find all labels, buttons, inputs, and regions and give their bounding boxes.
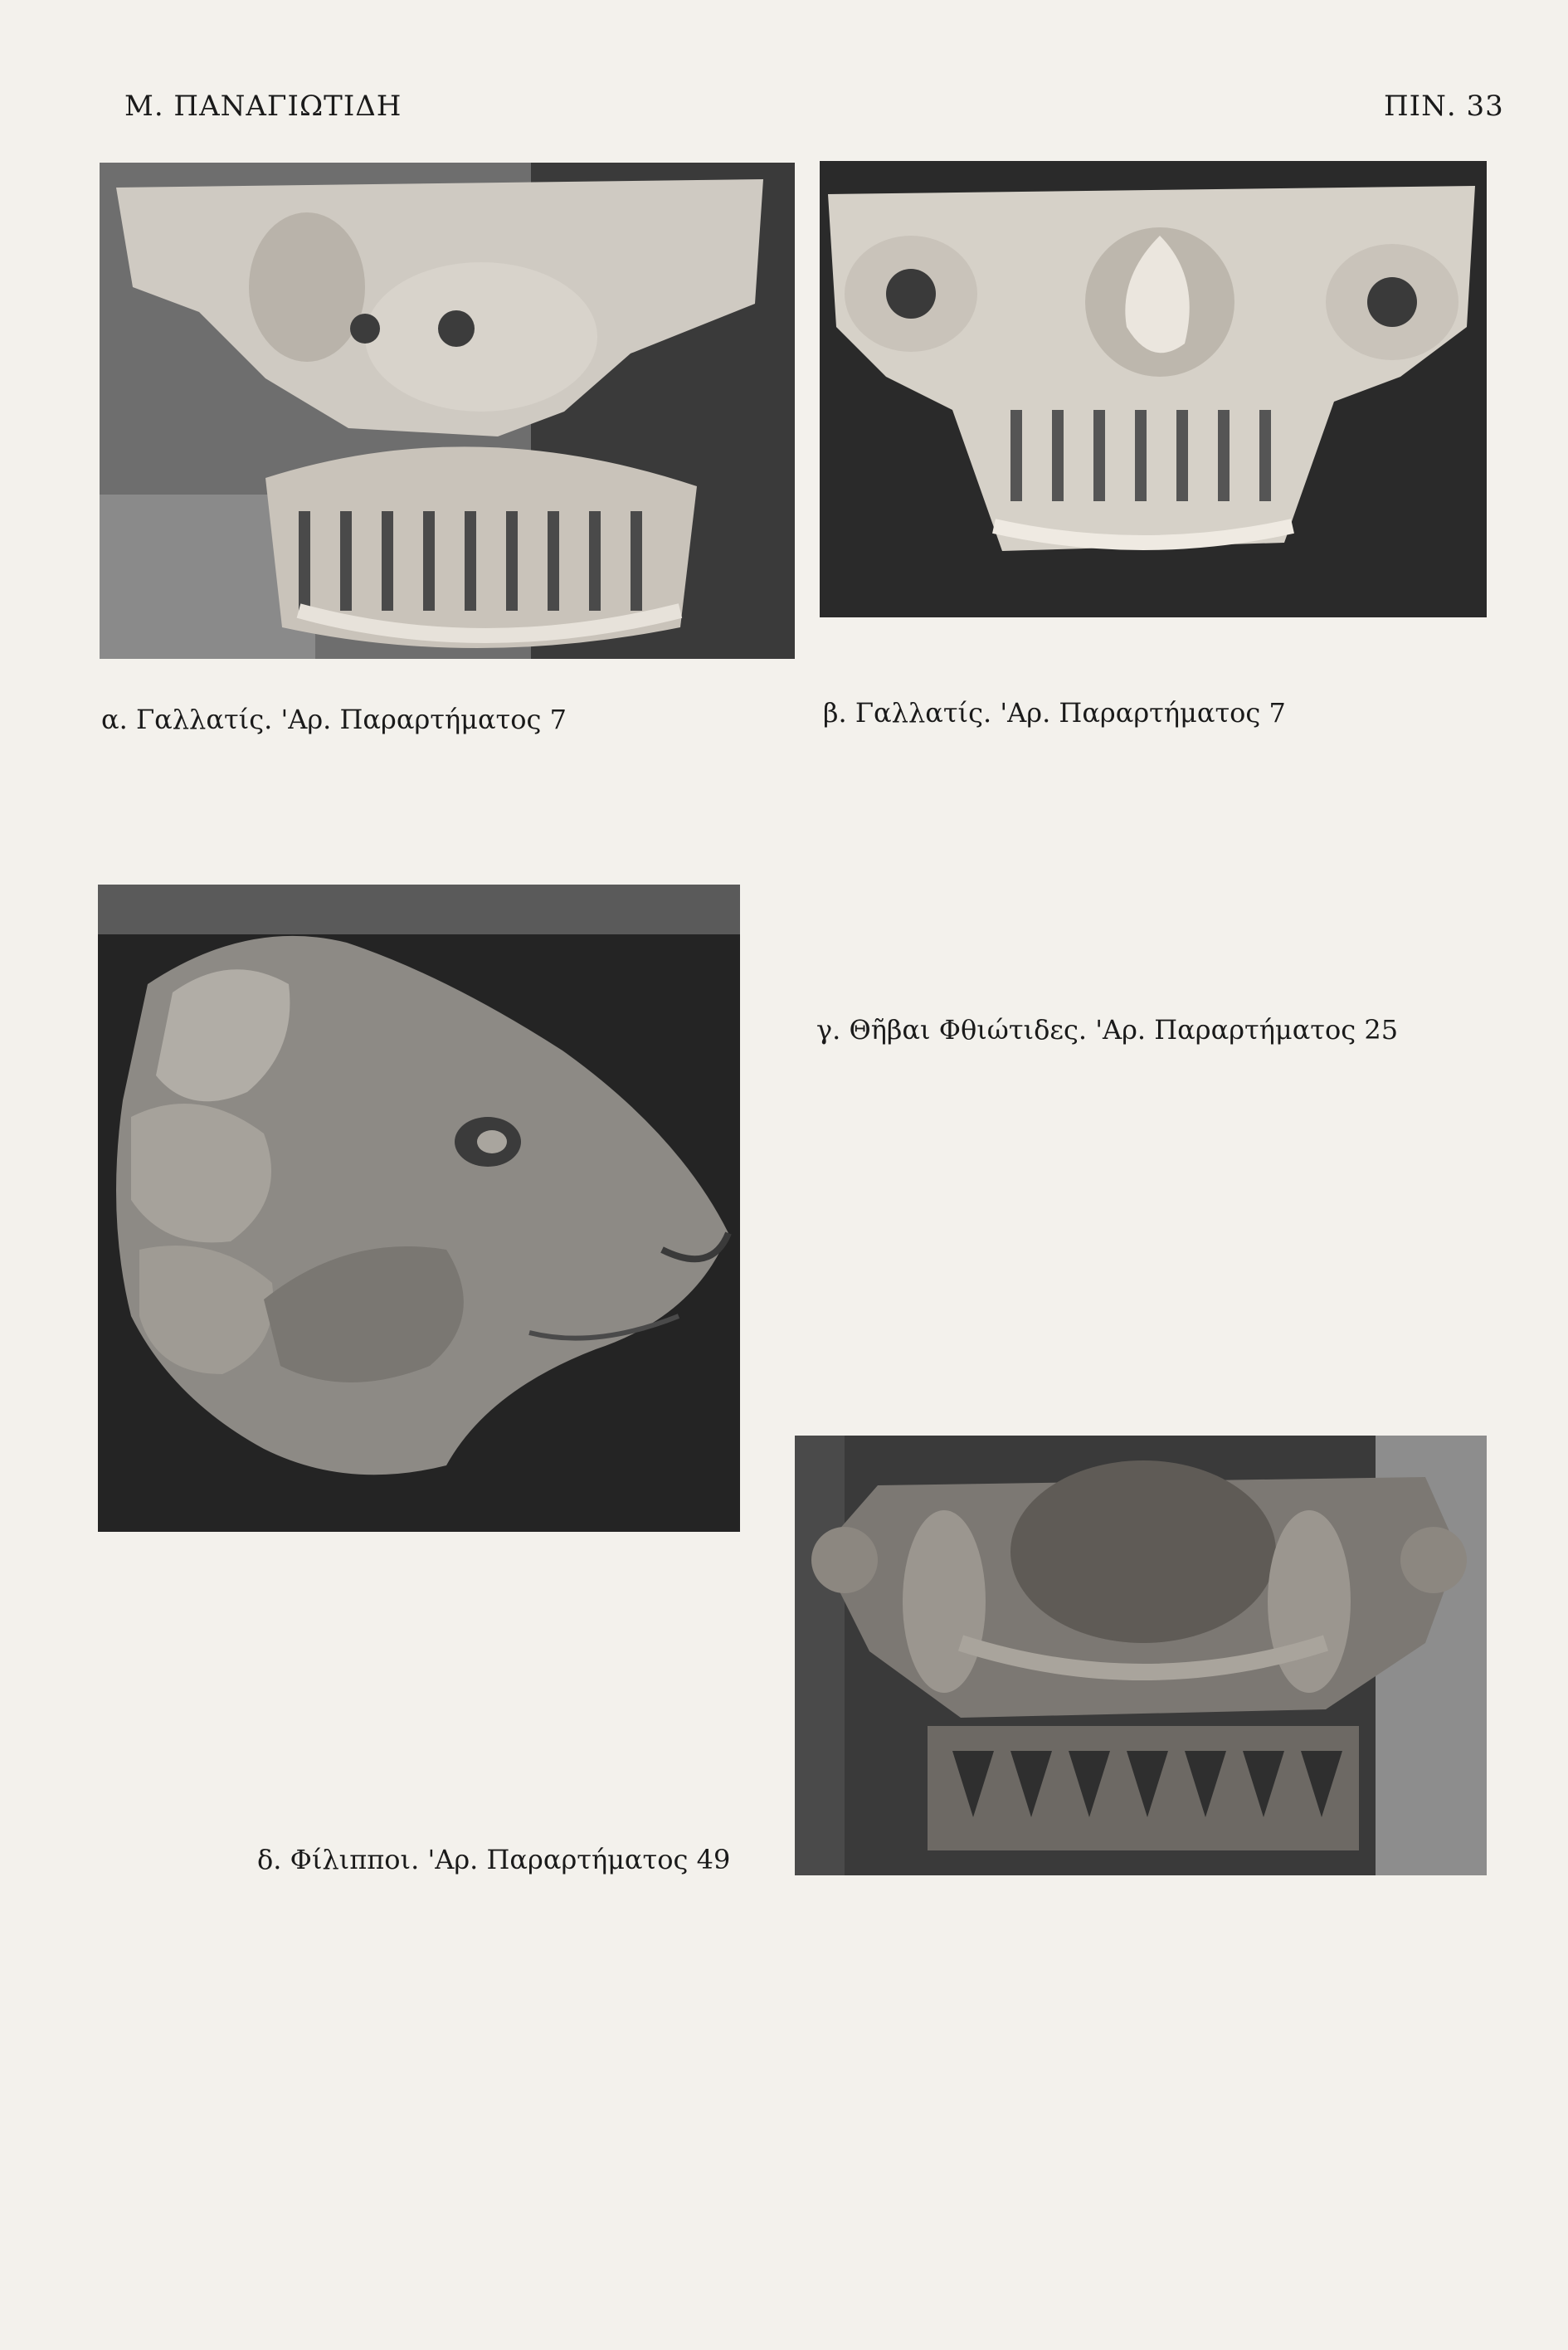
figure-beta-photo — [820, 161, 1487, 617]
plate-number: ΠΙΝ. 33 — [1384, 90, 1504, 123]
figure-delta-photo — [795, 1436, 1487, 1875]
figure-gamma-photo — [98, 885, 740, 1532]
figure-alpha-caption: α. Γαλλατίς. 'Αρ. Παραρτήματος 7 — [101, 704, 567, 735]
figure-beta-caption: β. Γαλλατίς. 'Αρ. Παραρτήματος 7 — [823, 697, 1286, 729]
figure-alpha-photo — [100, 163, 795, 659]
author-header: Μ. ΠΑΝΑΓΙΩΤΙΔΗ — [124, 90, 402, 123]
figure-delta-caption: δ. Φίλιπποι. 'Αρ. Παραρτήματος 49 — [257, 1844, 731, 1875]
figure-gamma-caption: γ. Θῆβαι Φθιώτιδες. 'Αρ. Παραρτήματος 25 — [816, 1014, 1399, 1046]
